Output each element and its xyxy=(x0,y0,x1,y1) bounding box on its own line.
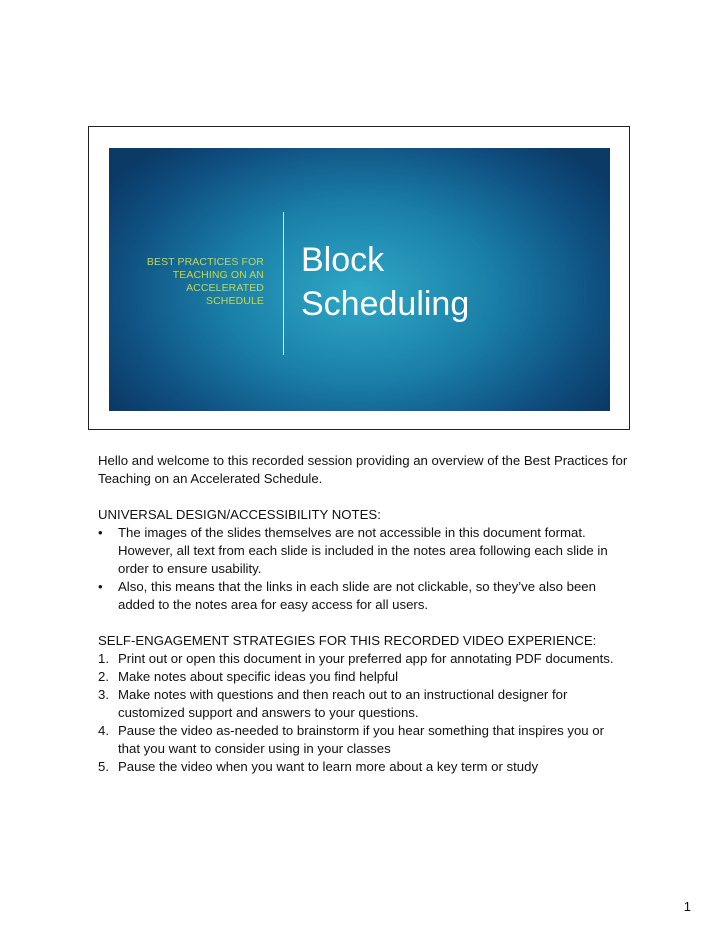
list-item-text: Make notes about specific ideas you find helpful xyxy=(118,669,399,684)
slide-divider xyxy=(283,212,284,355)
list-item xyxy=(98,686,628,722)
list-item-text: Make notes with questions and then reach out to an instructional designer for customized support and answers to your questions. xyxy=(118,687,568,720)
list-item-text: The images of the slides themselves are not accessible in this document format. However, all text from each slide is included in the notes area following each slide in order to ensure usability. xyxy=(118,525,608,576)
slide-subtitle-line: SCHEDULE xyxy=(206,295,264,307)
bullet-marker: • xyxy=(98,579,103,594)
slide-title xyxy=(301,238,469,326)
list-item-text: Pause the video when you want to learn more about a key term or study xyxy=(118,759,539,774)
slide-thumbnail xyxy=(109,148,610,411)
list-item xyxy=(98,668,628,686)
intro-paragraph: Hello and welcome to this recorded session providing an overview of the Best Practices for Teaching on an Accelerated Schedule. xyxy=(98,453,628,486)
list-number: 4. xyxy=(98,723,109,738)
list-item-text: Also, this means that the links in each slide are not clickable, so they’ve also been added to the notes area for easy access for all users. xyxy=(118,579,596,612)
list-number: 2. xyxy=(98,669,109,684)
page-number: 1 xyxy=(683,899,691,914)
accessibility-heading: UNIVERSAL DESIGN/ACCESSIBILITY NOTES: xyxy=(98,507,381,522)
list-item xyxy=(98,524,628,578)
list-item xyxy=(98,578,628,614)
list-item-text: Print out or open this document in your preferred app for annotating PDF documents. xyxy=(118,651,614,666)
bullet-marker: • xyxy=(98,525,103,540)
list-item xyxy=(98,650,628,668)
slide-title-line: Block xyxy=(301,241,385,279)
slide-thumbnail-frame xyxy=(88,126,630,430)
slide-subtitle xyxy=(114,256,264,308)
slide-subtitle-line: TEACHING ON AN xyxy=(172,269,264,281)
list-item-text: Pause the video as-needed to brainstorm if you hear something that inspires you or that you want to consider using in your classes xyxy=(118,723,605,756)
strategies-heading: SELF-ENGAGEMENT STRATEGIES FOR THIS RECORDED VIDEO EXPERIENCE: xyxy=(98,633,597,648)
list-number: 3. xyxy=(98,687,109,702)
slide-title-line: Scheduling xyxy=(301,285,470,323)
notes-area xyxy=(98,452,628,776)
list-item xyxy=(98,758,628,776)
list-number: 5. xyxy=(98,759,109,774)
list-number: 1. xyxy=(98,651,109,666)
list-item xyxy=(98,722,628,758)
slide-subtitle-line: ACCELERATED xyxy=(186,282,264,294)
slide-subtitle-line: BEST PRACTICES FOR xyxy=(146,256,264,268)
